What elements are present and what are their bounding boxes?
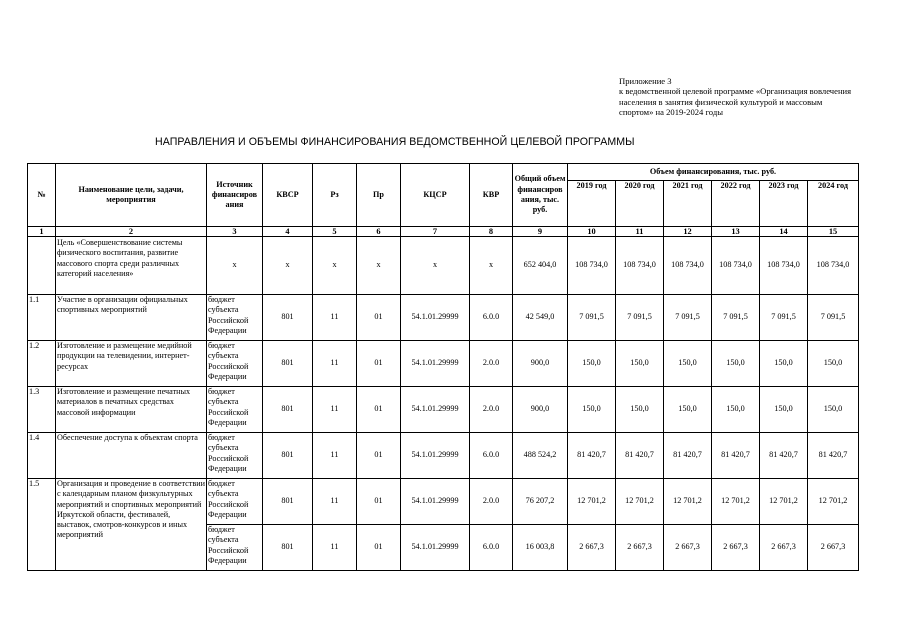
row-source: бюджет субъекта Российской Федерации	[207, 295, 263, 341]
header-year: 2019 год	[568, 181, 616, 227]
row-year-value: 7 091,5	[808, 295, 859, 341]
row-pr: 01	[357, 433, 401, 479]
row-year-value: 81 420,7	[568, 433, 616, 479]
column-number: 12	[664, 227, 712, 237]
goal-year-value: 108 734,0	[808, 237, 859, 295]
row-pr: 01	[357, 387, 401, 433]
row-kvsr: 801	[263, 341, 313, 387]
goal-year-value: 108 734,0	[616, 237, 664, 295]
goal-source: х	[207, 237, 263, 295]
row-year-value: 7 091,5	[616, 295, 664, 341]
row-year-value: 81 420,7	[664, 433, 712, 479]
row-num: 1.3	[28, 387, 56, 433]
row-source: бюджет субъекта Российской Федерации	[207, 525, 263, 571]
column-number: 14	[760, 227, 808, 237]
goal-year-value: 108 734,0	[712, 237, 760, 295]
column-number-row	[28, 227, 859, 237]
row-total: 900,0	[513, 387, 568, 433]
header-num: №	[28, 164, 56, 227]
row-total: 16 003,8	[513, 525, 568, 571]
header-year: 2021 год	[664, 181, 712, 227]
header-kvsr: КВСР	[263, 164, 313, 227]
row-kcsr: 54.1.01.29999	[401, 433, 470, 479]
goal-year-value: 108 734,0	[568, 237, 616, 295]
financing-table	[27, 163, 859, 571]
header-kvr: КВР	[470, 164, 513, 227]
row-year-value: 7 091,5	[712, 295, 760, 341]
row-year-value: 150,0	[808, 387, 859, 433]
row-name: Организация и проведение в соответствии с календарным планом физкультурных мероприятий и спортивных мероприятий Иркутской области, фестивалей, выставок, смотров-конкурсов и иных мероприятий	[56, 479, 207, 571]
row-kcsr: 54.1.01.29999	[401, 387, 470, 433]
header-year: 2023 год	[760, 181, 808, 227]
header-row	[28, 164, 859, 181]
row-pr: 01	[357, 479, 401, 525]
row-source: бюджет субъекта Российской Федерации	[207, 387, 263, 433]
column-number: 4	[263, 227, 313, 237]
row-name: Изготовление и размещение печатных материалов в печатных средствах массовой информации	[56, 387, 207, 433]
row-kvsr: 801	[263, 525, 313, 571]
row-year-value: 12 701,2	[760, 479, 808, 525]
appendix-line: спортом» на 2019-2024 годы	[619, 107, 724, 118]
row-year-value: 7 091,5	[760, 295, 808, 341]
row-kvr: 2.0.0	[470, 387, 513, 433]
row-year-value: 150,0	[664, 341, 712, 387]
row-year-value: 81 420,7	[616, 433, 664, 479]
row-pr: 01	[357, 295, 401, 341]
row-year-value: 12 701,2	[712, 479, 760, 525]
row-year-value: 150,0	[808, 341, 859, 387]
row-kcsr: 54.1.01.29999	[401, 341, 470, 387]
table-row	[28, 295, 859, 341]
column-number: 10	[568, 227, 616, 237]
row-kvr: 2.0.0	[470, 341, 513, 387]
header-total: Общий объем финансиров ания, тыс. руб.	[513, 164, 568, 227]
row-year-value: 7 091,5	[568, 295, 616, 341]
row-num: 1.2	[28, 341, 56, 387]
header-year: 2022 год	[712, 181, 760, 227]
row-rz: 11	[313, 341, 357, 387]
row-pr: 01	[357, 525, 401, 571]
row-year-value: 81 420,7	[712, 433, 760, 479]
row-kvr: 6.0.0	[470, 525, 513, 571]
row-year-value: 2 667,3	[568, 525, 616, 571]
column-number: 7	[401, 227, 470, 237]
goal-name: Цель «Совершенствование системы физического воспитания, развитие массового спорта среди различных категорий населения»	[56, 237, 207, 295]
row-year-value: 150,0	[616, 387, 664, 433]
column-number: 3	[207, 227, 263, 237]
header-name: Наименование цели, задачи, мероприятия	[56, 164, 207, 227]
table-row	[28, 387, 859, 433]
header-source: Источник финансиров ания	[207, 164, 263, 227]
appendix-note	[619, 76, 879, 118]
column-number: 5	[313, 227, 357, 237]
row-name: Участие в организации официальных спортивных мероприятий	[56, 295, 207, 341]
goal-total: 652 404,0	[513, 237, 568, 295]
row-kvsr: 801	[263, 387, 313, 433]
column-number: 6	[357, 227, 401, 237]
row-year-value: 2 667,3	[760, 525, 808, 571]
column-number: 15	[808, 227, 859, 237]
header-year: 2020 год	[616, 181, 664, 227]
row-year-value: 12 701,2	[664, 479, 712, 525]
row-year-value: 2 667,3	[664, 525, 712, 571]
column-number: 1	[28, 227, 56, 237]
row-total: 76 207,2	[513, 479, 568, 525]
header-volume: Объем финансирования, тыс. руб.	[568, 164, 859, 181]
row-year-value: 81 420,7	[808, 433, 859, 479]
row-total: 42 549,0	[513, 295, 568, 341]
goal-year-value: 108 734,0	[760, 237, 808, 295]
row-year-value: 7 091,5	[664, 295, 712, 341]
row-kvsr: 801	[263, 433, 313, 479]
row-name: Обеспечение доступа к объектам спорта	[56, 433, 207, 479]
goal-rz: х	[313, 237, 357, 295]
row-rz: 11	[313, 295, 357, 341]
goal-kvsr: х	[263, 237, 313, 295]
column-number: 9	[513, 227, 568, 237]
row-rz: 11	[313, 433, 357, 479]
row-year-value: 81 420,7	[760, 433, 808, 479]
header-pr: Пр	[357, 164, 401, 227]
row-rz: 11	[313, 479, 357, 525]
appendix-line: Приложение 3	[619, 76, 672, 86]
header-rz: Рз	[313, 164, 357, 227]
row-kvsr: 801	[263, 479, 313, 525]
column-number: 13	[712, 227, 760, 237]
row-kvr: 6.0.0	[470, 433, 513, 479]
row-source: бюджет субъекта Российской Федерации	[207, 433, 263, 479]
row-kcsr: 54.1.01.29999	[401, 525, 470, 571]
row-year-value: 150,0	[712, 387, 760, 433]
column-number: 11	[616, 227, 664, 237]
goal-num-cell	[28, 237, 56, 295]
row-pr: 01	[357, 341, 401, 387]
row-kvsr: 801	[263, 295, 313, 341]
header-year: 2024 год	[808, 181, 859, 227]
column-number: 2	[56, 227, 207, 237]
row-source: бюджет субъекта Российской Федерации	[207, 341, 263, 387]
row-num: 1.5	[28, 479, 56, 571]
table-row	[28, 433, 859, 479]
column-number: 8	[470, 227, 513, 237]
table-row	[28, 341, 859, 387]
row-year-value: 2 667,3	[712, 525, 760, 571]
row-year-value: 2 667,3	[616, 525, 664, 571]
row-kcsr: 54.1.01.29999	[401, 295, 470, 341]
row-total: 488 524,2	[513, 433, 568, 479]
goal-kvr: х	[470, 237, 513, 295]
row-year-value: 150,0	[760, 387, 808, 433]
goal-pr: х	[357, 237, 401, 295]
row-kvr: 6.0.0	[470, 295, 513, 341]
row-kcsr: 54.1.01.29999	[401, 479, 470, 525]
row-year-value: 150,0	[616, 341, 664, 387]
row-name: Изготовление и размещение медийной продукции на телевидении, интернет-ресурсах	[56, 341, 207, 387]
row-year-value: 150,0	[664, 387, 712, 433]
row-year-value: 150,0	[760, 341, 808, 387]
row-year-value: 150,0	[712, 341, 760, 387]
row-year-value: 12 701,2	[616, 479, 664, 525]
appendix-line: к ведомственной целевой программе «Организация вовлечения	[619, 86, 852, 97]
row-rz: 11	[313, 525, 357, 571]
row-year-value: 150,0	[568, 387, 616, 433]
appendix-line: населения в занятия физической культурой и массовым	[619, 96, 823, 107]
document-title: НАПРАВЛЕНИЯ И ОБЪЕМЫ ФИНАНСИРОВАНИЯ ВЕДОМСТВЕННОЙ ЦЕЛЕВОЙ ПРОГРАММЫ	[155, 136, 635, 148]
goal-year-value: 108 734,0	[664, 237, 712, 295]
header-kcsr: КЦСР	[401, 164, 470, 227]
row-num: 1.1	[28, 295, 56, 341]
row-year-value: 2 667,3	[808, 525, 859, 571]
goal-row	[28, 237, 859, 295]
goal-kcsr: х	[401, 237, 470, 295]
row-year-value: 150,0	[568, 341, 616, 387]
row-total: 900,0	[513, 341, 568, 387]
row-year-value: 12 701,2	[808, 479, 859, 525]
row-rz: 11	[313, 387, 357, 433]
row-num: 1.4	[28, 433, 56, 479]
row-source: бюджет субъекта Российской Федерации	[207, 479, 263, 525]
table-row	[28, 479, 859, 525]
row-kvr: 2.0.0	[470, 479, 513, 525]
row-year-value: 12 701,2	[568, 479, 616, 525]
